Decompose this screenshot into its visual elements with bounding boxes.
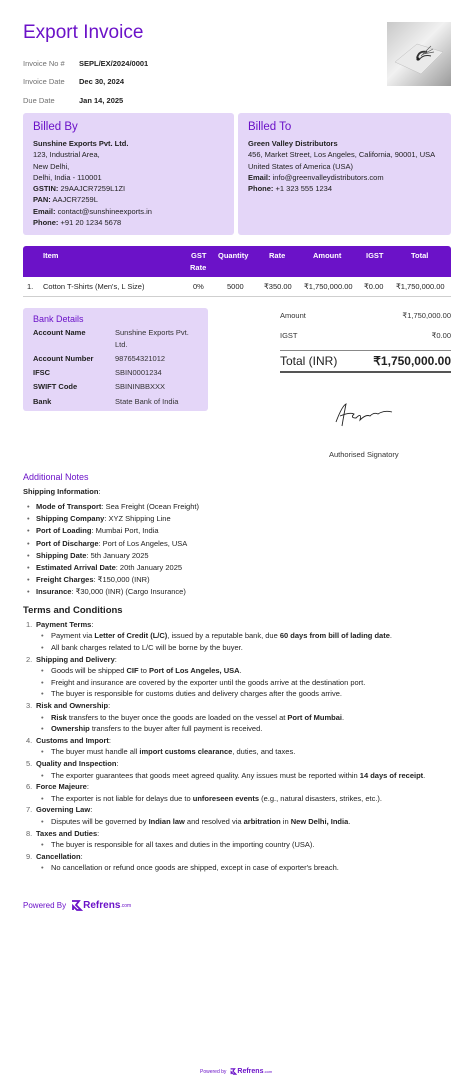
row-igst: ₹0.00 [364, 282, 384, 291]
billed-by-address-1: 123, Industrial Area, [33, 150, 100, 160]
terms-text: All bank charges related to L/C will be borne by the buyer. [51, 643, 243, 652]
list-item [27, 574, 453, 586]
terms-text: , duties, and taxes. [232, 747, 296, 757]
refrens-logo-icon [71, 900, 131, 911]
billed-by-phone: +91 20 1234 5678 [60, 218, 122, 228]
terms-section [26, 828, 453, 851]
terms-text: The buyer is responsible for all taxes and duties in the importing country (USA). [51, 840, 315, 850]
total-label: Total (INR) [280, 354, 338, 368]
terms-emphasis: Port of Mumbai [287, 712, 342, 722]
terms-text: transfers to the buyer once the goods are loaded on the vessel at [66, 712, 288, 722]
shipping-value: : Sea Freight (Ocean Freight) [101, 502, 199, 511]
billed-by-card [23, 113, 234, 235]
totals-block [280, 305, 451, 373]
terms-heading-text: Shipping and Delivery [36, 654, 115, 664]
terms-number: 5. [26, 758, 33, 768]
terms-item [26, 770, 453, 782]
swift-value: SBININBBXXX [115, 382, 166, 392]
terms-text: Goods will be shipped [51, 666, 127, 676]
shipping-value: : 20th January 2025 [115, 562, 183, 572]
invoice-no-row [23, 54, 148, 73]
col-gst: GST [191, 251, 207, 260]
list-item [27, 562, 453, 574]
terms-emphasis: 14 days of receipt [359, 770, 424, 780]
powered-by[interactable] [23, 900, 131, 911]
terms-emphasis: Risk [51, 712, 67, 722]
terms-text: Freight and insurance are covered by the exporter until the goods arrive at the destination port. [51, 677, 366, 687]
terms-text: in [280, 816, 291, 826]
list-item [27, 550, 453, 562]
igst-value: ₹0.00 [431, 330, 451, 340]
billed-to-email-label: Email: [248, 172, 271, 182]
terms-number: 9. [26, 851, 33, 861]
authorised-signatory: Authorised Signatory [329, 450, 399, 459]
terms-heading-text: Taxes and Duties [36, 828, 98, 838]
billed-by-phone-label: Phone: [33, 218, 59, 228]
footer-refrens-logo-icon [230, 1068, 272, 1075]
bank-details-title: Bank Details [33, 314, 84, 324]
terms-text: . [389, 631, 392, 641]
terms-number: 7. [26, 805, 33, 815]
terms-section [26, 700, 453, 735]
terms-text: The exporter is not liable for delays due to [51, 793, 193, 803]
terms-title: Terms and Conditions [23, 604, 123, 616]
due-date-row [23, 91, 148, 110]
terms-text: . [239, 666, 242, 676]
shipping-label: Estimated Arrival Date [36, 562, 116, 572]
terms-item [26, 688, 453, 700]
igst-label: IGST [280, 330, 298, 340]
invoice-date-value: Dec 30, 2024 [79, 77, 125, 87]
billed-to-email: info@greenvalleydistributors.com [272, 172, 384, 182]
list-item [27, 501, 453, 513]
row-gst-rate: 0% [193, 282, 204, 291]
terms-emphasis: Indian law [148, 816, 185, 826]
shipping-label: Mode of Transport [36, 502, 102, 511]
billed-by-name: Sunshine Exports Pvt. Ltd. [33, 139, 129, 148]
terms-item [26, 862, 453, 874]
billed-by-address-2: New Delhi, [33, 161, 70, 171]
terms-emphasis: 60 days from bill of lading date [279, 631, 390, 641]
terms-emphasis: New Delhi, India [290, 816, 349, 826]
terms-text: , issued by a reputable bank, due [167, 631, 280, 641]
terms-section [26, 654, 453, 700]
col-rate: Rate [269, 251, 286, 260]
amount-label: Amount [280, 310, 306, 320]
terms-item [26, 723, 453, 735]
shipping-label: Port of Discharge [36, 538, 99, 548]
terms-heading-text: Governing Law [36, 805, 91, 815]
terms-emphasis: CIF [126, 666, 139, 676]
shipping-label: Port of Loading [36, 526, 92, 536]
terms-section [26, 758, 453, 781]
due-date-label: Due Date [23, 95, 55, 105]
row-quantity: 5000 [227, 282, 244, 291]
gstin-label: GSTIN: [33, 184, 59, 194]
terms-number: 6. [26, 782, 33, 792]
account-name-label: Account Name [33, 328, 86, 337]
terms-item [26, 677, 453, 689]
terms-emphasis: Letter of Credit (L/C) [94, 631, 168, 641]
col-igst: IGST [366, 251, 384, 260]
terms-heading-text: Customs and Import [36, 735, 109, 745]
items-table-header [23, 246, 451, 277]
terms-section [26, 804, 453, 827]
ifsc-label: IFSC [33, 368, 51, 378]
billed-by-email-label: Email: [33, 206, 56, 216]
list-item [27, 586, 453, 598]
terms-heading-text: Risk and Ownership [36, 700, 109, 710]
row-total: ₹1,750,000.00 [396, 282, 445, 291]
billed-by-title: Billed By [33, 121, 78, 133]
shipping-info-title: Shipping Information [23, 487, 99, 496]
terms-emphasis: import customs clearance [139, 747, 233, 757]
terms-text: The buyer must handle all [51, 747, 140, 757]
terms-item [26, 816, 453, 828]
row-rate: ₹350.00 [264, 282, 292, 291]
pan-value: AAJCR7259L [52, 195, 98, 205]
total-value: ₹1,750,000.00 [373, 354, 451, 368]
terms-heading-text: Cancellation [36, 851, 81, 861]
row-amount: ₹1,750,000.00 [304, 282, 353, 291]
billed-to-title: Billed To [248, 121, 292, 133]
terms-heading: 8. Taxes and Duties: [26, 828, 100, 838]
terms-heading: 2. Shipping and Delivery: [26, 654, 117, 664]
billed-to-name: Green Valley Distributors [248, 139, 338, 148]
account-number-value: 987654321012 [115, 353, 166, 363]
bank-details-card [23, 308, 208, 411]
shipping-value: : ₹150,000 (INR) [93, 575, 150, 585]
bank-label: Bank [33, 396, 52, 406]
shipping-label: Shipping Company [36, 514, 105, 524]
billed-to-phone-label: Phone: [248, 184, 274, 194]
invoice-meta [23, 54, 148, 110]
ifsc-value: SBIN0001234 [115, 368, 162, 378]
terms-item [26, 642, 453, 654]
terms-section [26, 851, 453, 874]
invoice-no-value: SEPL/EX/2024/0001 [79, 58, 149, 68]
shipping-value: : Port of Los Angeles, USA [98, 538, 188, 548]
shipping-value: : ₹30,000 (INR) (Cargo Insurance) [71, 587, 186, 597]
terms-heading: 9. Cancellation: [26, 851, 83, 861]
billed-to-address-1: 456, Market Street, Los Angeles, California, 90001, USA [248, 150, 436, 160]
shipping-label: Shipping Date [36, 550, 87, 560]
terms-text: The buyer is responsible for customs duties and delivery charges after the goods arrive. [51, 689, 342, 699]
terms-text: . [423, 770, 426, 780]
terms-heading: 6. Force Majeure: [26, 782, 89, 792]
terms-heading: 1. Payment Terms: [26, 619, 94, 629]
terms-emphasis: unforeseen events [192, 793, 260, 803]
terms-number: 4. [26, 735, 33, 745]
terms-item [26, 839, 453, 851]
terms-text: Payment via [51, 631, 95, 641]
pan-label: PAN: [33, 195, 51, 205]
swift-label: SWIFT Code [33, 382, 78, 392]
shipping-info-list [23, 501, 453, 598]
terms-number: 8. [26, 828, 33, 838]
terms-heading: 7. Governing Law: [26, 805, 93, 815]
brand-name: Refrens [83, 900, 121, 911]
billed-to-card [238, 113, 451, 235]
due-date-value: Jan 14, 2025 [79, 95, 124, 105]
account-name-value: Sunshine Exports Pvt. Ltd. [115, 328, 189, 349]
terms-text: No cancellation or refund once goods are shipped, except in case of exporter's breach. [51, 863, 339, 873]
terms-item [26, 712, 453, 724]
table-row [23, 277, 451, 297]
list-item [27, 513, 453, 525]
terms-emphasis: Port of Los Angeles, USA [149, 666, 240, 676]
shipping-label: Insurance [36, 587, 72, 597]
terms-heading-text: Force Majeure [36, 782, 87, 792]
notes-title: Additional Notes [23, 472, 89, 482]
signature-image [330, 400, 400, 432]
terms-list [23, 619, 453, 874]
billed-by-email: contact@sunshineexports.in [57, 206, 152, 216]
account-number-label: Account Number [33, 353, 94, 363]
terms-heading: 3. Risk and Ownership: [26, 700, 111, 710]
terms-text: . [342, 712, 345, 722]
billed-by-address-3: Delhi, India - 110001 [33, 172, 102, 182]
terms-heading-text: Quality and Inspection [36, 758, 117, 768]
list-item [27, 538, 453, 550]
terms-text: and resolved via [184, 816, 244, 826]
terms-number: 2. [26, 654, 33, 664]
terms-emphasis: Ownership [51, 724, 90, 734]
col-quantity: Quantity [218, 251, 249, 260]
gstin-value: 29AAJCR7259L1ZI [60, 184, 126, 194]
col-total: Total [411, 251, 429, 260]
terms-item [26, 746, 453, 758]
terms-item [26, 665, 453, 677]
row-item: Cotton T-Shirts (Men's, L Size) [43, 282, 145, 291]
terms-heading-text: Payment Terms [36, 619, 92, 629]
footer-powered-label: Powered by [200, 1068, 227, 1075]
billed-to-phone: +1 323 555 1234 [275, 184, 333, 194]
list-item [27, 525, 453, 537]
footer-brand-name: Refrens [237, 1068, 264, 1075]
brand-suffix: .com [120, 902, 132, 909]
powered-by-label: Powered By [23, 901, 67, 910]
shipping-label: Freight Charges [36, 575, 94, 585]
terms-section [26, 735, 453, 758]
invoice-date-label: Invoice Date [23, 77, 65, 87]
terms-number: 3. [26, 700, 33, 710]
row-index: 1. [27, 282, 34, 291]
col-amount: Amount [313, 251, 342, 260]
page-footer[interactable] [200, 1068, 272, 1075]
terms-heading: 4. Customs and Import: [26, 735, 112, 745]
invoice-no-label: Invoice No # [23, 58, 65, 68]
company-logo-icon [387, 22, 451, 86]
terms-item [26, 630, 453, 642]
shipping-value: : XYZ Shipping Line [104, 514, 171, 524]
terms-text: to [138, 666, 149, 676]
billed-to-address-2: United States of America (USA) [248, 161, 354, 171]
additional-notes: Additional Notes Shipping Information: • Mode of Transport: Sea Freight (Ocean Freight) • Shipping Company: XYZ Shipping Line • Port of Loading: Mumbai Port, India • Port of Discharge: Port of Los Angeles, USA • Shipping Date: 5th January 2025 • Estimated Arrival Date: 20th January 2025 • Freight Charges: ₹150,000 (INR) • Insurance: ₹30,000 (INR) (Cargo Insurance) Terms and Conditions 1. Payment Terms: • Payment via Letter of Credit (L/C), issued by a reputable bank, due 60 days from bill of lading date. • All bank charges related to L/C will be borne by the buyer. 2. Shipping and Delivery: • Goods will be shipped CIF to Port of Los Angeles, USA. • Freight and insurance are covered by the exporter until the goods arrive at the destination port. • The buyer is responsible for customs duties and delivery charges after the goods arrive. 3. Risk and Ownership: • Risk transfers to the buyer once the goods are loaded on the vessel at Port of Mumbai. • Ownership transfers to the buyer after full payment is received. 4. Customs and Import: • The buyer must handle all import customs clearance, duties, and taxes. 5. Quality and Inspection: • The exporter guarantees that goods meet agreed quality. Any issues must be reported within 14 days of receipt. 6. Force Majeure: • The exporter is not liable for delays due to unforeseen events (e.g., natural disasters, strikes, etc.). 7. Governing Law: • Disputes will be governed by Indian law and resolved via arbitration in New Delhi, India. 8. Taxes and Duties: • The buyer is responsible for all taxes and duties in the importing country (USA). 9. Cancellation: • No cancellation or refund once goods are shipped, except in case of exporter's breach. [23, 472, 453, 874]
terms-item [26, 793, 453, 805]
terms-number: 1. [26, 619, 33, 629]
terms-text: transfers to the buyer after full payment is received. [89, 724, 263, 734]
bank-value: State Bank of India [115, 396, 179, 406]
shipping-value: : Mumbai Port, India [91, 526, 159, 536]
terms-heading: 5. Quality and Inspection: [26, 758, 119, 768]
terms-text: (e.g., natural disasters, strikes, etc.). [259, 793, 382, 803]
invoice-title: Export Invoice [23, 22, 144, 43]
terms-section [26, 619, 453, 654]
col-gst-rate: Rate [190, 263, 207, 272]
amount-value: ₹1,750,000.00 [402, 310, 451, 320]
footer-brand-suffix: .com [263, 1069, 273, 1074]
terms-text: The exporter guarantees that goods meet agreed quality. Any issues must be reported within [51, 770, 360, 780]
terms-text: . [348, 816, 351, 826]
invoice-date-row [23, 73, 148, 92]
terms-text: Disputes will be governed by [51, 816, 149, 826]
col-item: Item [43, 251, 59, 260]
shipping-value: : 5th January 2025 [86, 550, 149, 560]
terms-section [26, 781, 453, 804]
terms-emphasis: arbitration [243, 816, 281, 826]
